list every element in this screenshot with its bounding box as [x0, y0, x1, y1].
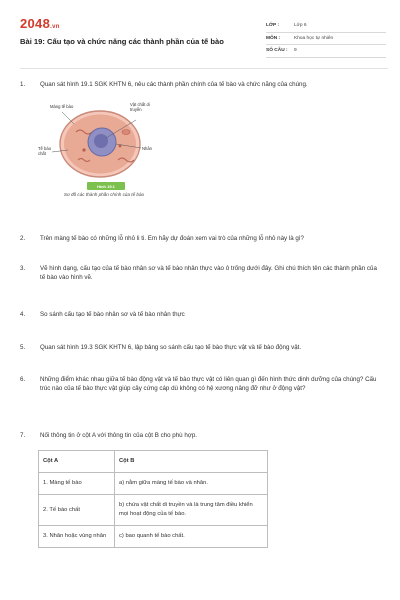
question-text: Quan sát hình 19.1 SGK KHTN 6, nêu các thành phần chính của tế bào và chức năng của chúng.: [40, 81, 308, 88]
table-row: [39, 495, 267, 526]
question-number: 2.: [20, 235, 26, 242]
figure-caption: Sơ đồ các thành phần chính của tế bào: [63, 192, 145, 197]
question-text: Vẽ hình dạng, cấu tạo của tế bào nhân sơ và tế bào nhân thực vào ô trống dưới đây. Ghi chú thích tên các thành phần của tế bào vào hình vẽ.: [40, 265, 377, 282]
column-a-cell: 3. Nhân hoặc vùng nhân: [39, 526, 115, 547]
question-text: Trên màng tế bào có những lỗ nhỏ li ti. Em hãy dự đoán xem vai trò của những lỗ nhỏ này là gì?: [40, 235, 304, 242]
label-line-membrane: [62, 112, 74, 124]
label-nucleus: Nhân: [142, 146, 153, 151]
lesson-meta: [266, 20, 386, 58]
cell-figure: [38, 102, 164, 212]
meta-value: Khoa học tự nhiên: [294, 35, 334, 41]
organelle: [122, 130, 130, 135]
column-b-cell: c) bao quanh tế bào chất.: [119, 533, 185, 539]
meta-subject: [266, 33, 386, 46]
lesson-title: Bài 19: Cấu tạo và chức năng các thành phần của tế bào: [20, 37, 224, 46]
meta-value: 9: [294, 48, 297, 54]
meta-value: Lớp 6: [294, 23, 307, 29]
label-cytoplasm: Tế bào chất: [38, 146, 52, 156]
table-row: [39, 473, 267, 495]
table-header-row: [39, 451, 267, 473]
question-text: Những điểm khác nhau giữa tế bào động vật và tế bào thực vật có liên quan gì đến hình thức dinh dưỡng của chúng? Cấu trúc nào của tế bào thực vật giúp cây cứng cáp dù không có hệ xương nâng đỡ như ở động vật?: [40, 376, 377, 393]
meta-key: SỐ CÂU :: [266, 48, 288, 54]
column-a-cell: 1. Màng tế bào: [39, 473, 115, 494]
question-number: 5.: [20, 344, 26, 351]
question-number: 3.: [20, 265, 26, 272]
column-a-header: Cột A: [39, 451, 115, 472]
matching-table: [38, 450, 268, 548]
meta-grade: [266, 20, 386, 33]
meta-key: LỚP :: [266, 23, 280, 29]
meta-key: MÔN :: [266, 35, 281, 41]
column-a-cell: 2. Tế bào chất: [39, 495, 115, 525]
organelle: [82, 148, 85, 151]
column-b-cell: a) nằm giữa màng tế bào và nhân.: [119, 480, 208, 486]
site-logo[interactable]: [20, 16, 60, 31]
worksheet-header: [12, 6, 388, 62]
logo-suffix: .vn: [50, 24, 60, 30]
question-number: 6.: [20, 376, 26, 383]
header-divider: [20, 68, 388, 69]
column-b-header: Cột B: [119, 458, 135, 464]
figure-badge: Hình 19.1: [87, 182, 125, 190]
question-text: So sánh cấu tạo tế bào nhân sơ và tế bào nhân thực: [40, 311, 185, 318]
question-number: 1.: [20, 81, 26, 88]
label-membrane: Màng tế bào: [50, 104, 74, 109]
logo-text: 2048: [20, 16, 51, 31]
question-number: 7.: [20, 432, 26, 439]
column-b-cell: b) chứa vật chất di truyền và là trung tâm điều khiển mọi hoạt động của tế bào.: [119, 502, 253, 517]
genetic-material: [94, 134, 108, 148]
question-text: Nối thông tin ở cột A với thông tin của cột B cho phù hợp.: [40, 432, 197, 439]
cell-diagram: [38, 102, 164, 182]
meta-question-count: [266, 45, 386, 58]
question-number: 4.: [20, 311, 26, 318]
label-genetic-material: Vật chất di truyền: [130, 102, 150, 112]
question-text: Quan sát hình 19.3 SGK KHTN 6, lập bảng so sánh cấu tạo tế bào thực vật và tế bào động vật.: [40, 344, 302, 351]
table-row: [39, 526, 267, 547]
